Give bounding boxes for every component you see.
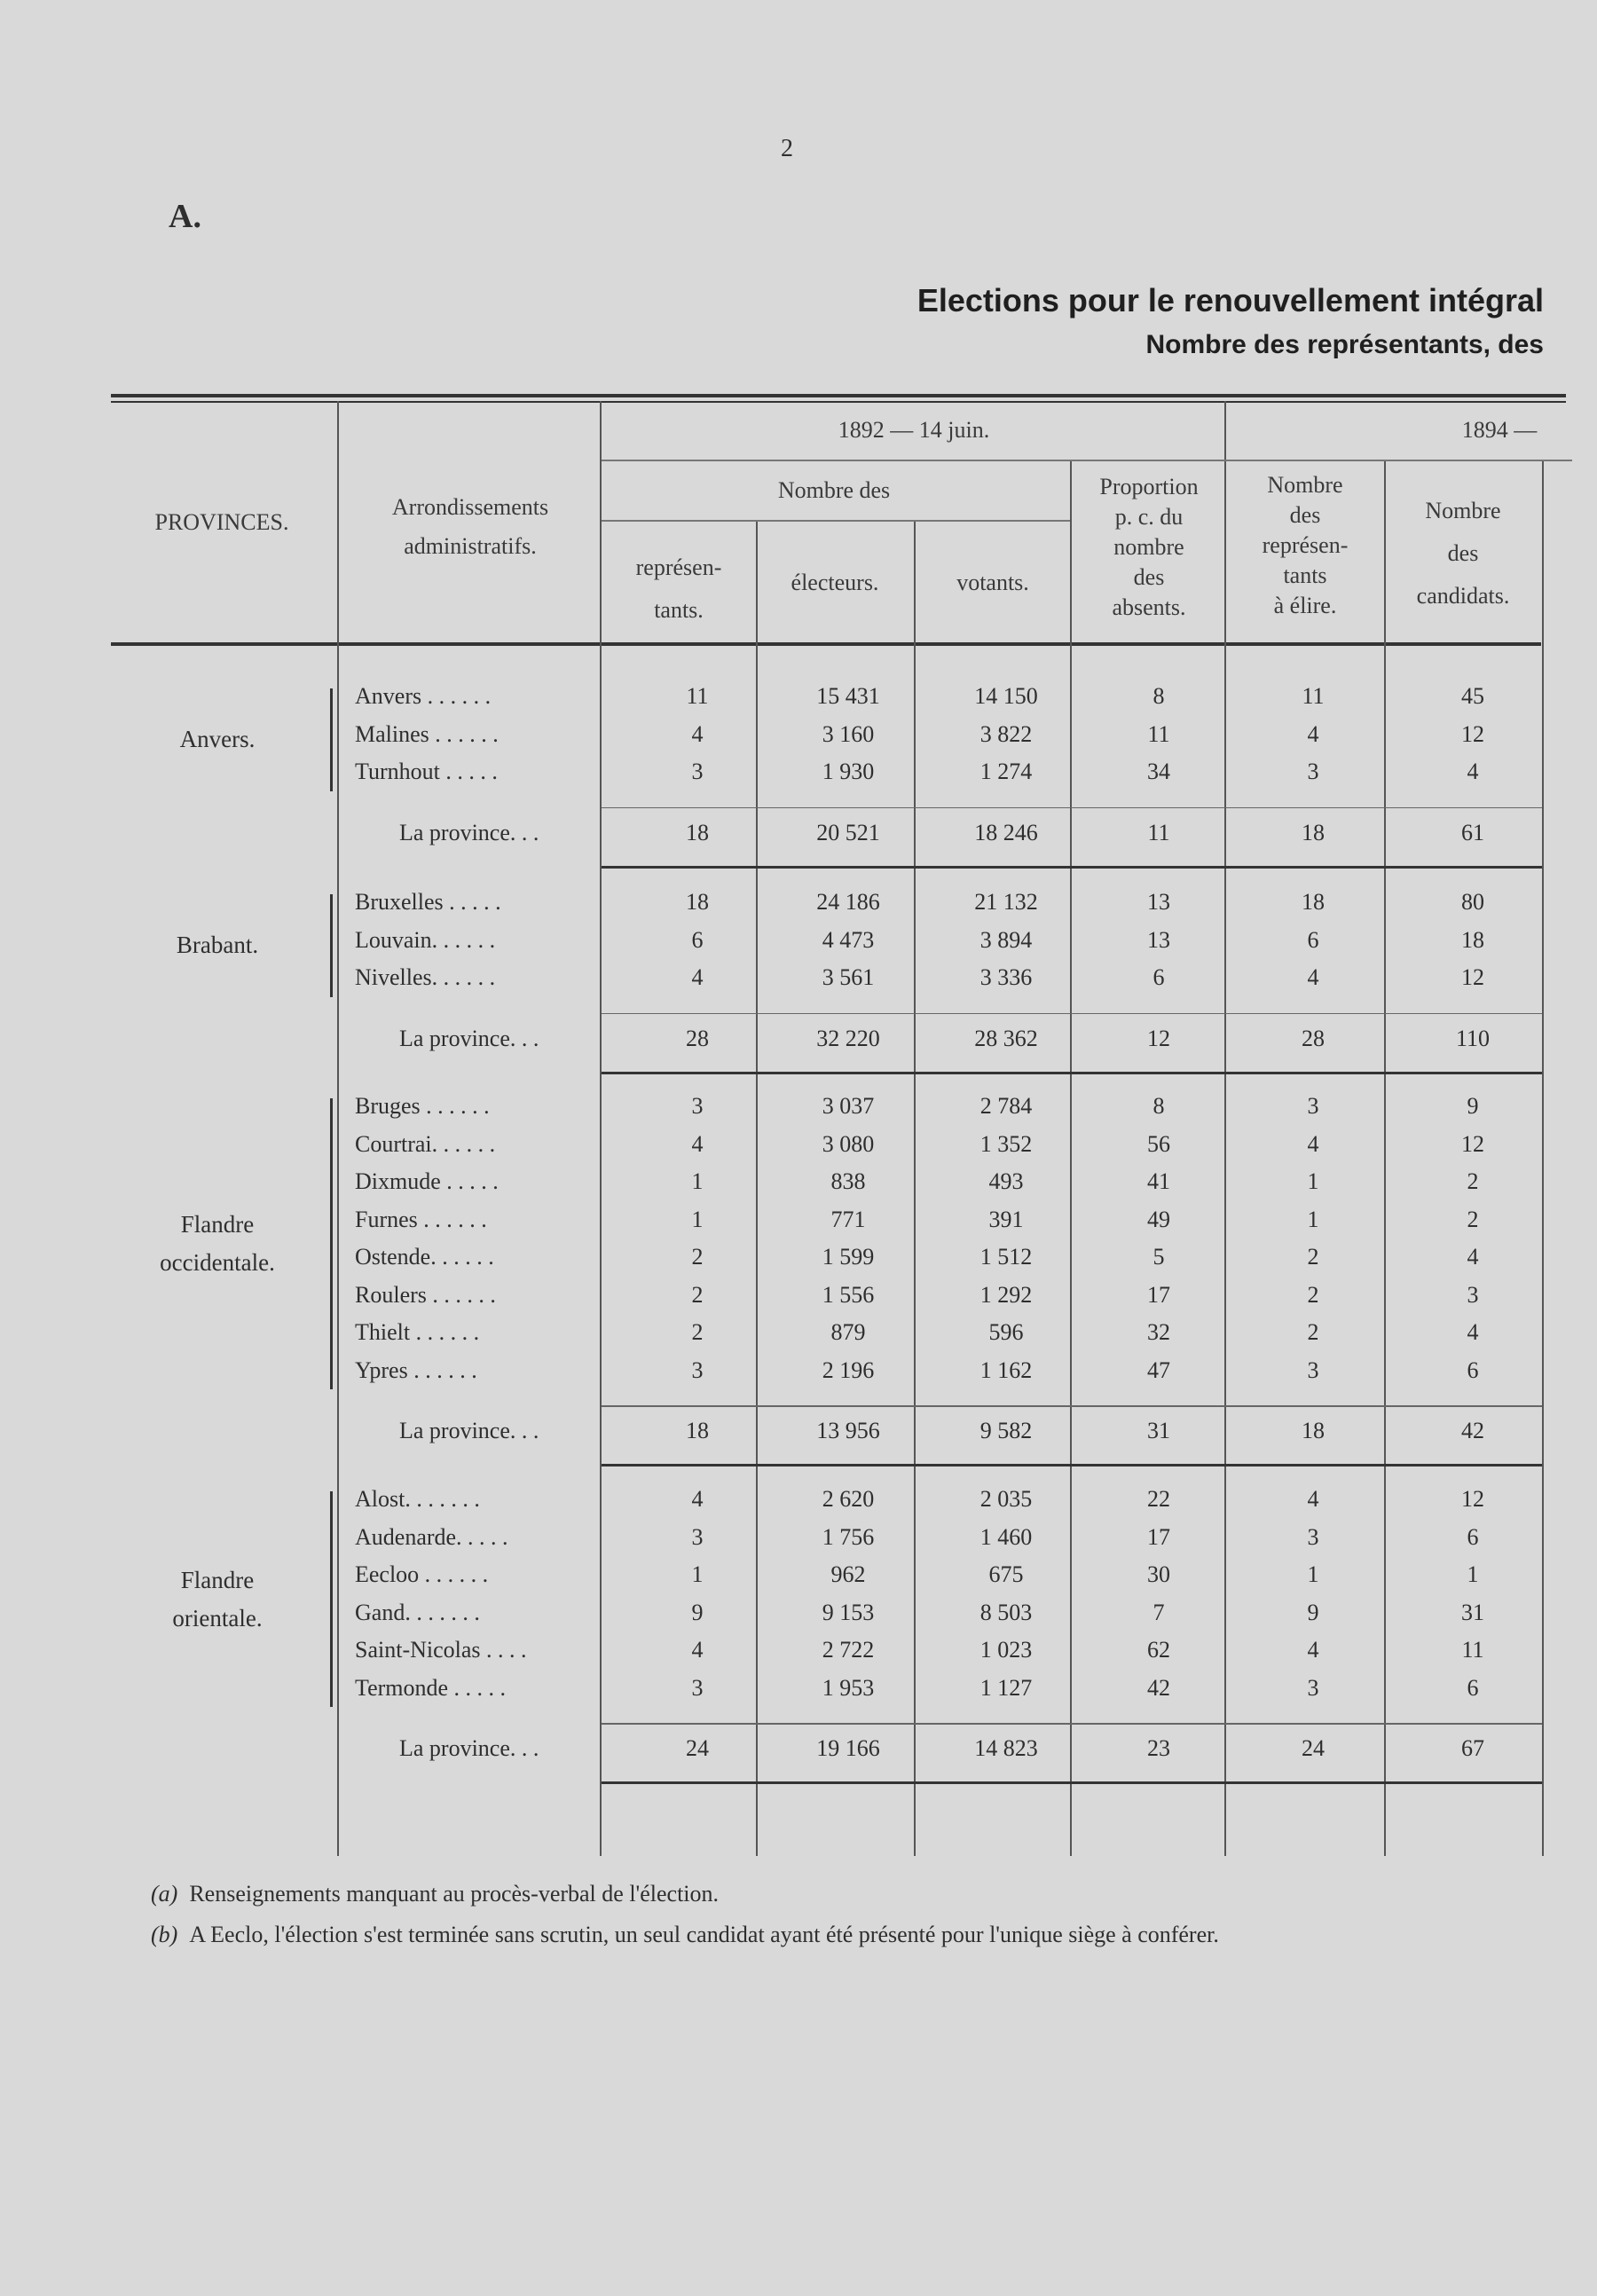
column-rule <box>1384 461 1386 1856</box>
column-rule <box>1070 461 1072 1856</box>
table-cell: 3 822 <box>979 720 1033 747</box>
table-cell: 17 <box>1147 1281 1170 1308</box>
table-cell: 21 132 <box>974 889 1038 915</box>
table-cell: 675 <box>988 1561 1024 1587</box>
table-cell: 18 <box>686 889 709 915</box>
table-cell: 13 <box>1147 889 1170 915</box>
table-top-rule <box>111 394 1566 397</box>
section-letter: A. <box>169 198 201 235</box>
footnote <box>151 1922 1219 1948</box>
table-cell: 596 <box>988 1319 1024 1345</box>
table-cell: 4 <box>1307 1637 1319 1663</box>
table-cell: 1 352 <box>979 1130 1033 1157</box>
table-cell: 2 <box>691 1319 704 1345</box>
table-cell: 1 599 <box>822 1244 875 1270</box>
header-proportion: Proportion p. c. du nombre des absents. <box>1099 474 1199 620</box>
table-cell: 2 <box>1307 1281 1319 1308</box>
table-cell: 1 <box>691 1168 704 1194</box>
table-cell: 3 894 <box>979 926 1033 953</box>
arrondissement-name: Termonde . . . . . <box>355 1674 507 1701</box>
arrondissement-name: Roulers . . . . . . <box>355 1281 496 1308</box>
table-cell: 1 274 <box>979 759 1033 784</box>
province-total-label: La province. . . <box>399 1025 539 1051</box>
arrondissement-name: Malines . . . . . . <box>355 720 499 747</box>
total-cell: 42 <box>1461 1418 1484 1443</box>
province-total-label: La province. . . <box>399 819 539 845</box>
table-cell: 4 <box>1467 759 1479 784</box>
table-cell: 62 <box>1147 1637 1170 1663</box>
table-cell: 3 <box>1307 1674 1319 1701</box>
arrondissement-name: Ostende. . . . . . <box>355 1244 494 1270</box>
total-cell: 18 <box>686 819 709 845</box>
table-cell: 493 <box>988 1168 1024 1194</box>
table-cell: 12 <box>1461 964 1484 990</box>
table-cell: 4 <box>691 964 704 990</box>
table-cell: 4 <box>691 1637 704 1663</box>
table-cell: 49 <box>1147 1206 1170 1232</box>
table-cell: 3 <box>1467 1281 1479 1308</box>
table-cell: 4 <box>691 1130 704 1157</box>
total-cell: 18 <box>686 1418 709 1443</box>
total-cell: 67 <box>1461 1735 1484 1761</box>
table-cell: 3 <box>1307 759 1319 784</box>
province-brace <box>330 1491 345 1707</box>
arrondissement-name: Furnes . . . . . . <box>355 1206 487 1232</box>
subtotal-rule <box>602 1013 1542 1015</box>
page-subtitle: Nombre des représentants, des <box>1145 330 1544 359</box>
table-cell: 7 <box>1153 1599 1165 1625</box>
province-name: Anvers. <box>179 726 256 753</box>
total-cell: 18 <box>1302 1418 1325 1443</box>
province-brace <box>330 894 345 997</box>
table-cell: 2 620 <box>822 1486 875 1512</box>
footnote-mark: (a) <box>151 1881 178 1907</box>
table-cell: 8 <box>1153 1093 1165 1119</box>
header-rule <box>602 460 1572 461</box>
table-cell: 1 <box>1307 1561 1319 1587</box>
table-cell: 3 561 <box>822 964 875 990</box>
table-cell: 11 <box>1302 683 1325 709</box>
table-cell: 14 150 <box>974 683 1038 709</box>
footnote <box>151 1881 719 1907</box>
table-top-rule-thin <box>111 401 1566 403</box>
page-number: 2 <box>781 135 793 162</box>
arrondissement-name: Louvain. . . . . . <box>355 926 496 953</box>
province-name: Flandre occidentale. <box>160 1211 275 1276</box>
arrondissement-name: Bruges . . . . . . <box>355 1093 490 1119</box>
arrondissement-name: Dixmude . . . . . <box>355 1168 499 1194</box>
total-cell: 31 <box>1147 1418 1170 1443</box>
table-cell: 2 <box>1467 1206 1479 1232</box>
header-rule <box>602 520 1070 522</box>
province-end-rule <box>602 1072 1542 1074</box>
table-cell: 3 <box>1307 1356 1319 1383</box>
table-cell: 391 <box>988 1206 1024 1232</box>
table-cell: 4 <box>691 1486 704 1512</box>
arrondissement-name: Anvers . . . . . . <box>355 683 492 709</box>
province-end-rule <box>602 1781 1542 1784</box>
table-cell: 1 162 <box>979 1356 1033 1383</box>
footnote-text: A Eeclo, l'élection s'est terminée sans scrutin, un seul candidat ayant été présenté pour l'unique siège à conférer. <box>189 1922 1219 1947</box>
arrondissement-name: Bruxelles . . . . . <box>355 889 501 915</box>
arrondissement-name: Audenarde. . . . . <box>355 1523 508 1550</box>
table-cell: 1 023 <box>979 1637 1033 1663</box>
arrondissement-name: Alost. . . . . . . <box>355 1486 480 1512</box>
subtotal-rule <box>602 1405 1542 1407</box>
table-cell: 4 <box>1307 1486 1319 1512</box>
table-cell: 4 <box>1467 1244 1479 1270</box>
total-cell: 13 956 <box>816 1418 880 1443</box>
table-cell: 3 <box>691 759 704 784</box>
total-cell: 61 <box>1461 819 1484 845</box>
table-cell: 1 127 <box>979 1674 1033 1701</box>
table-cell: 4 473 <box>822 926 875 953</box>
table-cell: 1 460 <box>979 1523 1033 1550</box>
table-cell: 4 <box>691 720 704 747</box>
province-total-label: La province. . . <box>399 1418 539 1443</box>
table-cell: 9 <box>691 1599 704 1625</box>
table-cell: 9 <box>1307 1599 1319 1625</box>
total-cell: 23 <box>1147 1735 1170 1761</box>
table-cell: 1 <box>1307 1206 1319 1232</box>
table-cell: 11 <box>1461 1637 1484 1663</box>
page-title: Elections pour le renouvellement intégral <box>917 282 1544 318</box>
table-cell: 2 <box>691 1281 704 1308</box>
table-cell: 9 <box>1467 1093 1479 1119</box>
table-cell: 2 <box>1307 1244 1319 1270</box>
table-cell: 6 <box>1467 1523 1479 1550</box>
table-cell: 34 <box>1147 759 1170 784</box>
province-total-label: La province. . . <box>399 1735 539 1761</box>
table-cell: 31 <box>1461 1599 1484 1625</box>
table-cell: 2 722 <box>822 1637 875 1663</box>
arrondissement-name: Saint-Nicolas . . . . <box>355 1637 527 1663</box>
table-cell: 1 <box>1467 1561 1479 1587</box>
table-cell: 6 <box>1467 1674 1479 1701</box>
arrondissement-name: Nivelles. . . . . . <box>355 964 496 990</box>
table-cell: 8 <box>1153 683 1165 709</box>
table-cell: 80 <box>1461 889 1484 915</box>
table-cell: 962 <box>830 1561 866 1587</box>
table-cell: 879 <box>830 1319 866 1345</box>
total-cell: 32 220 <box>816 1025 880 1051</box>
table-cell: 3 336 <box>979 964 1033 990</box>
header-electeurs: électeurs. <box>791 570 879 595</box>
table-cell: 13 <box>1147 926 1170 953</box>
table-cell: 18 <box>1302 889 1325 915</box>
arrondissement-name: Courtrai. . . . . . <box>355 1130 496 1157</box>
province-end-rule <box>602 866 1542 869</box>
table-cell: 24 186 <box>816 889 880 915</box>
table-cell: 2 035 <box>979 1486 1033 1512</box>
arrondissement-name: Turnhout . . . . . <box>355 759 498 784</box>
table-cell: 838 <box>830 1168 866 1194</box>
table-cell: 18 <box>1461 926 1484 953</box>
table-cell: 2 <box>1307 1319 1319 1345</box>
table-cell: 8 503 <box>979 1599 1033 1625</box>
province-brace <box>330 688 345 791</box>
table-cell: 6 <box>1467 1356 1479 1383</box>
table-cell: 56 <box>1147 1130 1170 1157</box>
table-cell: 32 <box>1147 1319 1170 1345</box>
table-cell: 3 <box>691 1093 704 1119</box>
table-cell: 42 <box>1147 1674 1170 1701</box>
table-cell: 6 <box>691 926 704 953</box>
table-cell: 1 756 <box>822 1523 875 1550</box>
table-cell: 1 953 <box>822 1674 875 1701</box>
table-cell: 3 <box>691 1523 704 1550</box>
total-cell: 12 <box>1147 1025 1170 1051</box>
table-cell: 3 <box>1307 1523 1319 1550</box>
table-cell: 4 <box>1307 964 1319 990</box>
table-cell: 30 <box>1147 1561 1170 1587</box>
table-cell: 771 <box>830 1206 866 1232</box>
table-cell: 47 <box>1147 1356 1170 1383</box>
table-cell: 12 <box>1461 720 1484 747</box>
arrondissement-name: Eecloo . . . . . . <box>355 1561 489 1587</box>
header-1894: 1894 — <box>1461 417 1538 443</box>
table-cell: 2 784 <box>979 1093 1033 1119</box>
table-cell: 9 153 <box>822 1599 875 1625</box>
table-cell: 1 <box>691 1561 704 1587</box>
arrondissement-name: Thielt . . . . . . <box>355 1319 480 1345</box>
table-cell: 41 <box>1147 1168 1170 1194</box>
total-cell: 9 582 <box>979 1418 1033 1443</box>
column-rule <box>1542 461 1544 1856</box>
table-cell: 11 <box>1147 720 1170 747</box>
table-cell: 22 <box>1147 1486 1170 1512</box>
table-cell: 4 <box>1307 720 1319 747</box>
table-cell: 3 160 <box>822 720 875 747</box>
table-cell: 3 080 <box>822 1130 875 1157</box>
total-cell: 18 <box>1302 819 1325 845</box>
table-cell: 6 <box>1153 964 1165 990</box>
total-cell: 24 <box>686 1735 709 1761</box>
table-cell: 1 292 <box>979 1281 1033 1308</box>
table-cell: 6 <box>1307 926 1319 953</box>
table-cell: 1 <box>1307 1168 1319 1194</box>
province-brace <box>330 1098 345 1389</box>
table-cell: 2 <box>1467 1168 1479 1194</box>
header-nombre-des: Nombre des <box>777 477 891 503</box>
total-cell: 24 <box>1302 1735 1325 1761</box>
table-cell: 2 <box>691 1244 704 1270</box>
total-cell: 14 823 <box>974 1735 1038 1761</box>
table-cell: 1 <box>691 1206 704 1232</box>
total-cell: 28 362 <box>974 1025 1038 1051</box>
table-cell: 3 <box>691 1674 704 1701</box>
arrondissement-name: Ypres . . . . . . <box>355 1356 477 1383</box>
header-1892: 1892 — 14 juin. <box>838 417 990 443</box>
table-cell: 1 512 <box>979 1244 1033 1270</box>
table-cell: 1 556 <box>822 1281 875 1308</box>
total-cell: 18 246 <box>974 819 1038 845</box>
table-cell: 4 <box>1307 1130 1319 1157</box>
province-end-rule <box>602 1464 1542 1466</box>
total-cell: 28 <box>1302 1025 1325 1051</box>
subtotal-rule <box>602 1723 1542 1725</box>
total-cell: 110 <box>1455 1025 1491 1051</box>
table-cell: 12 <box>1461 1130 1484 1157</box>
subtotal-rule <box>602 807 1542 809</box>
header-arrondissements: Arrondissements administratifs. <box>391 494 549 559</box>
table-cell: 11 <box>686 683 709 709</box>
total-cell: 20 521 <box>816 819 880 845</box>
table-cell: 3 037 <box>822 1093 875 1119</box>
total-cell: 11 <box>1147 819 1170 845</box>
header-nombre-candidats: Nombre des candidats. <box>1416 498 1510 609</box>
total-cell: 19 166 <box>816 1735 880 1761</box>
table-cell: 1 930 <box>822 759 875 784</box>
table-cell: 4 <box>1467 1319 1479 1345</box>
province-name: Brabant. <box>176 932 259 959</box>
table-cell: 15 431 <box>816 683 880 709</box>
table-cell: 17 <box>1147 1523 1170 1550</box>
header-votants: votants. <box>956 570 1029 595</box>
column-rule <box>1224 401 1226 1856</box>
table-cell: 3 <box>691 1356 704 1383</box>
table-cell: 2 196 <box>822 1356 875 1383</box>
total-cell: 28 <box>686 1025 709 1051</box>
arrondissement-name: Gand. . . . . . . <box>355 1599 480 1625</box>
table-cell: 3 <box>1307 1093 1319 1119</box>
table-cell: 12 <box>1461 1486 1484 1512</box>
footnote-mark: (b) <box>151 1922 178 1947</box>
table-cell: 5 <box>1153 1244 1165 1270</box>
footnote-text: Renseignements manquant au procès-verbal de l'élection. <box>189 1881 720 1907</box>
table-cell: 45 <box>1461 683 1484 709</box>
column-rule <box>914 522 916 1856</box>
header-provinces: PROVINCES. <box>154 509 289 535</box>
header-bottom-rule <box>111 642 1541 646</box>
column-rule <box>600 401 602 1856</box>
header-representants: représen- tants. <box>635 554 722 623</box>
header-nombre-a-elire: Nombre des représen- tants à élire. <box>1262 472 1349 618</box>
province-name: Flandre orientale. <box>172 1566 263 1632</box>
